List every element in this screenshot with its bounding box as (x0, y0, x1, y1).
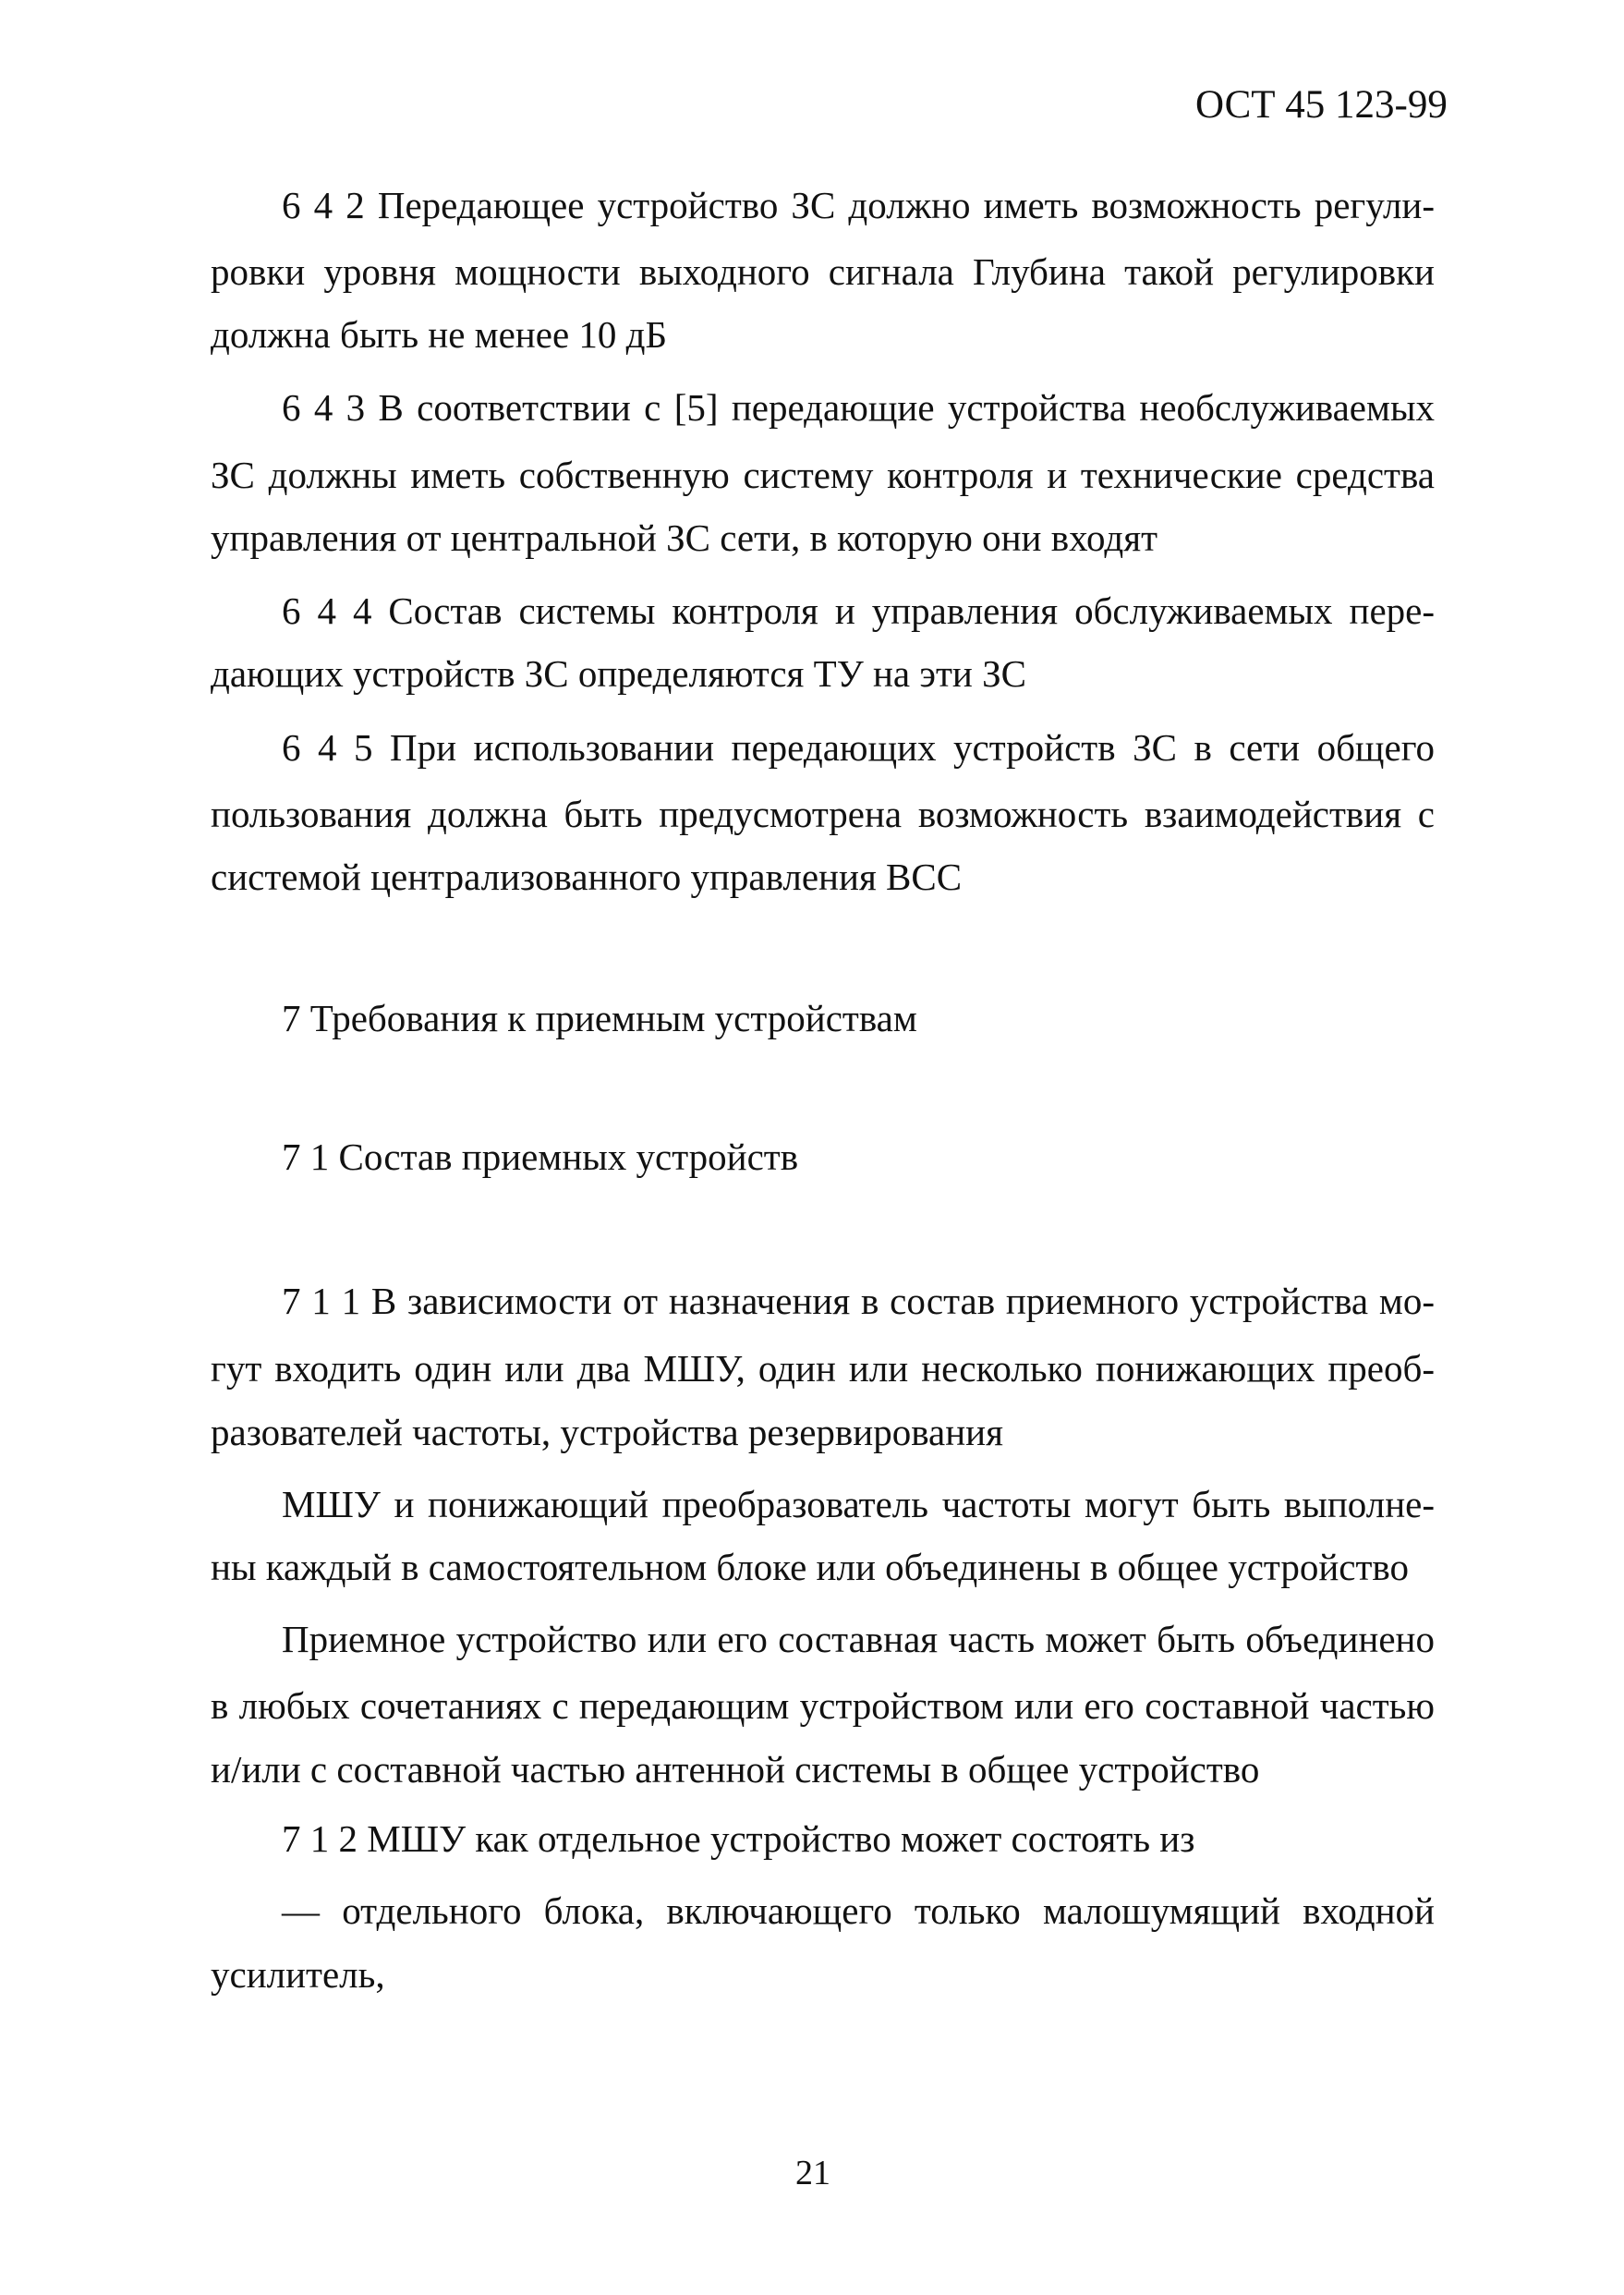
p711-line-2: гут входить один или два МШУ, один или несколько понижающих преоб- (211, 1347, 1435, 1390)
p642-line-3: должна быть не менее 10 дБ (211, 313, 668, 356)
p711-line-1: 7 1 1 В зависимости от назначения в состав приемного устройства мо- (282, 1280, 1435, 1322)
p645-line-1: 6 4 5 При использовании передающих устройств ЗС в сети общего (282, 726, 1435, 769)
p711c-line-1: Приемное устройство или его составная часть может быть объединено (282, 1618, 1435, 1660)
document-code: ОСТ 45 123-99 (1195, 83, 1448, 127)
p712-line-1: 7 1 2 МШУ как отдельное устройство может состоять из (282, 1817, 1195, 1860)
p644-line-1: 6 4 4 Состав системы контроля и управления обслуживаемых пере- (282, 589, 1435, 632)
p711c-line-2: в любых сочетаниях с передающим устройством или его составной частью (211, 1684, 1435, 1727)
p711b-line-1: МШУ и понижающий преобразователь частоты могут быть выполне- (282, 1483, 1435, 1525)
p711c-line-3: и/или с составной частью антенной системы в общее устройство (211, 1748, 1260, 1791)
section-7-1-heading: 7 1 Состав приемных устройств (282, 1135, 799, 1178)
p642-line-2: ровки уровня мощности выходного сигнала Глубина такой регулировки (211, 250, 1435, 293)
page-number: 21 (795, 2154, 830, 2192)
section-7-heading: 7 Требования к приемным устройствам (282, 997, 917, 1039)
p642-line-1: 6 4 2 Передающее устройство ЗС должно иметь возможность регули- (282, 184, 1435, 226)
p712-item1-line-1: — отдельного блока, включающего только малошумящий входной (282, 1889, 1435, 1932)
p645-line-2: пользования должна быть предусмотрена возможность взаимодействия с (211, 793, 1435, 835)
p644-line-2: дающих устройств ЗС определяются ТУ на эти ЗС (211, 652, 1026, 695)
p711b-line-2: ны каждый в самостоятельном блоке или объединены в общее устройство (211, 1546, 1409, 1588)
p712-item1-line-2: усилитель, (211, 1953, 385, 1996)
p643-line-2: ЗС должны иметь собственную систему контроля и технические средства (211, 454, 1435, 496)
p711-line-3: разователей частоты, устройства резервирования (211, 1411, 1003, 1453)
p643-line-1: 6 4 3 В соответствии с [5] передающие устройства необслуживаемых (282, 386, 1435, 429)
p645-line-3: системой централизованного управления ВСС (211, 856, 963, 898)
p643-line-3: управления от центральной ЗС сети, в которую они входят (211, 516, 1157, 559)
